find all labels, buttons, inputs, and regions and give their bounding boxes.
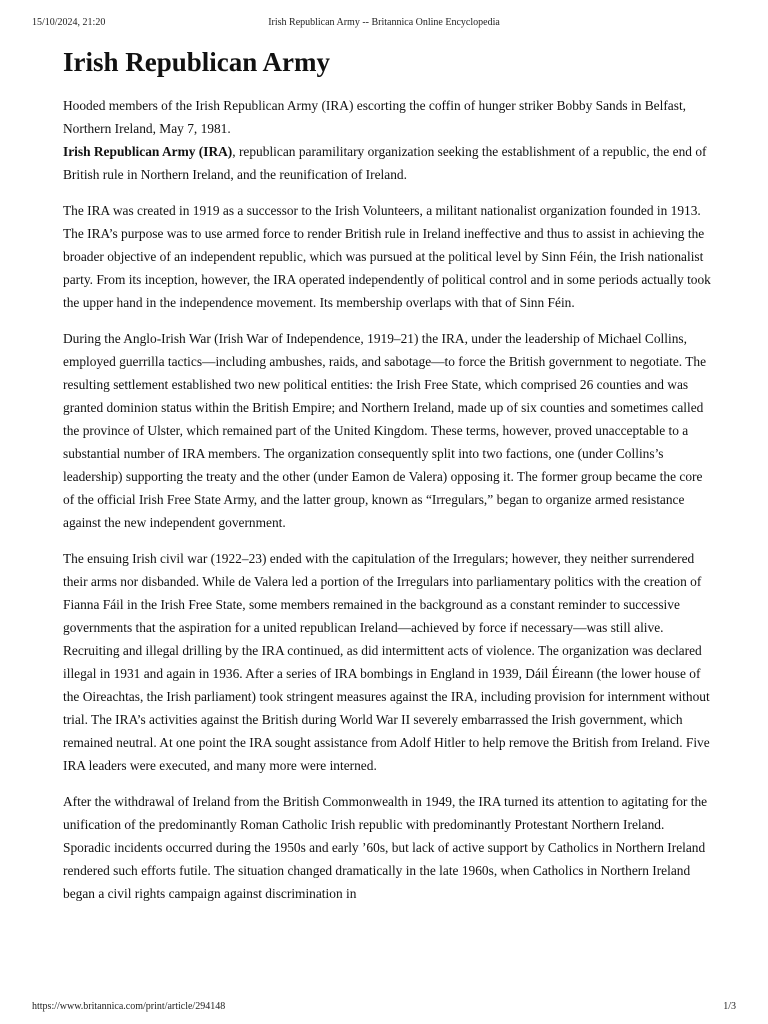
- image-caption: Hooded members of the Irish Republican Army (IRA) escorting the coffin of hunger striker Bobby Sands in Belfast, Northern Ireland, May 7, 1981.: [63, 98, 687, 136]
- print-footer: [32, 1000, 736, 1014]
- body-paragraph-2: During the Anglo-Irish War (Irish War of Independence, 1919–21) the IRA, under the leadership of Michael Collins, employed guerrilla tactics—including ambushes, raids, and sabotage—to force the British government to negotiate. The resulting settlement established two new political entities: the Irish Free State, which comprised 26 counties and was granted dominion status within the British Empire; and Northern Ireland, made up of six counties and sometimes called the province of Ulster, which remained part of the United Kingdom. These terms, however, proved unacceptable to a substantial number of IRA members. The organization consequently split into two factions, one (under Collins’s leadership) supporting the treaty and the other (under Eamon de Valera) opposing it. The former group became the core of the official Irish Free State Army, and the latter group, known as “Irregulars,” began to organize armed resistance against the new independent government.: [63, 331, 707, 530]
- article-title: Irish Republican Army: [63, 47, 331, 77]
- intro-term: Irish Republican Army (IRA): [63, 144, 233, 159]
- page-number: 1/3: [723, 1001, 736, 1012]
- print-document-title: Irish Republican Army -- Britannica Online Encyclopedia: [268, 17, 500, 28]
- intro-paragraph: [63, 140, 711, 186]
- print-url: https://www.britannica.com/print/article/294148: [32, 1001, 226, 1012]
- intro-text: , republican paramilitary organization seeking the establishment of a republic, the end of British rule in Northern Ireland, and the reunification of Ireland.: [63, 144, 707, 182]
- print-header: [32, 16, 736, 30]
- print-date: 15/10/2024, 21:20: [32, 17, 106, 28]
- article: [63, 44, 711, 918]
- body-paragraph-1: The IRA was created in 1919 as a successor to the Irish Volunteers, a militant nationalist organization founded in 1913. The IRA’s purpose was to use armed force to render British rule in Ireland ineffective and thus to assist in achieving the broader objective of an independent republic, which was pursued at the political level by Sinn Féin, the Irish nationalist party. From its inception, however, the IRA operated independently of political control and in some periods actually took the upper hand in the independence movement. Its membership overlaps with that of Sinn Féin.: [63, 203, 711, 310]
- body-paragraph-4: After the withdrawal of Ireland from the British Commonwealth in 1949, the IRA turned its attention to agitating for the unification of the predominantly Roman Catholic Irish republic with predominantly Protestant Northern Ireland. Sporadic incidents occurred during the 1950s and early ’60s, but lack of active support by Catholics in Northern Ireland rendered such efforts futile. The situation changed dramatically in the late 1960s, when Catholics in Northern Ireland began a civil rights campaign against discrimination in: [63, 794, 708, 901]
- body-paragraph-3: The ensuing Irish civil war (1922–23) ended with the capitulation of the Irregulars; however, they neither surrendered their arms nor disbanded. While de Valera led a portion of the Irregulars into parliamentary politics with the creation of Fianna Fáil in the Irish Free State, some members remained in the background as a constant reminder to successive governments that the aspiration for a united republican Ireland—achieved by force if necessary—was still alive. Recruiting and illegal drilling by the IRA continued, as did intermittent acts of violence. The organization was declared illegal in 1931 and again in 1936. After a series of IRA bombings in England in 1939, Dáil Éireann (the lower house of the Oireachtas, the Irish parliament) took stringent measures against the IRA, including provision for internment without trial. The IRA’s activities against the British during World War II severely embarrassed the Irish government, which remained neutral. At one point the IRA sought assistance from Adolf Hitler to help remove the British from Ireland. Five IRA leaders were executed, and many more were interned.: [63, 551, 710, 773]
